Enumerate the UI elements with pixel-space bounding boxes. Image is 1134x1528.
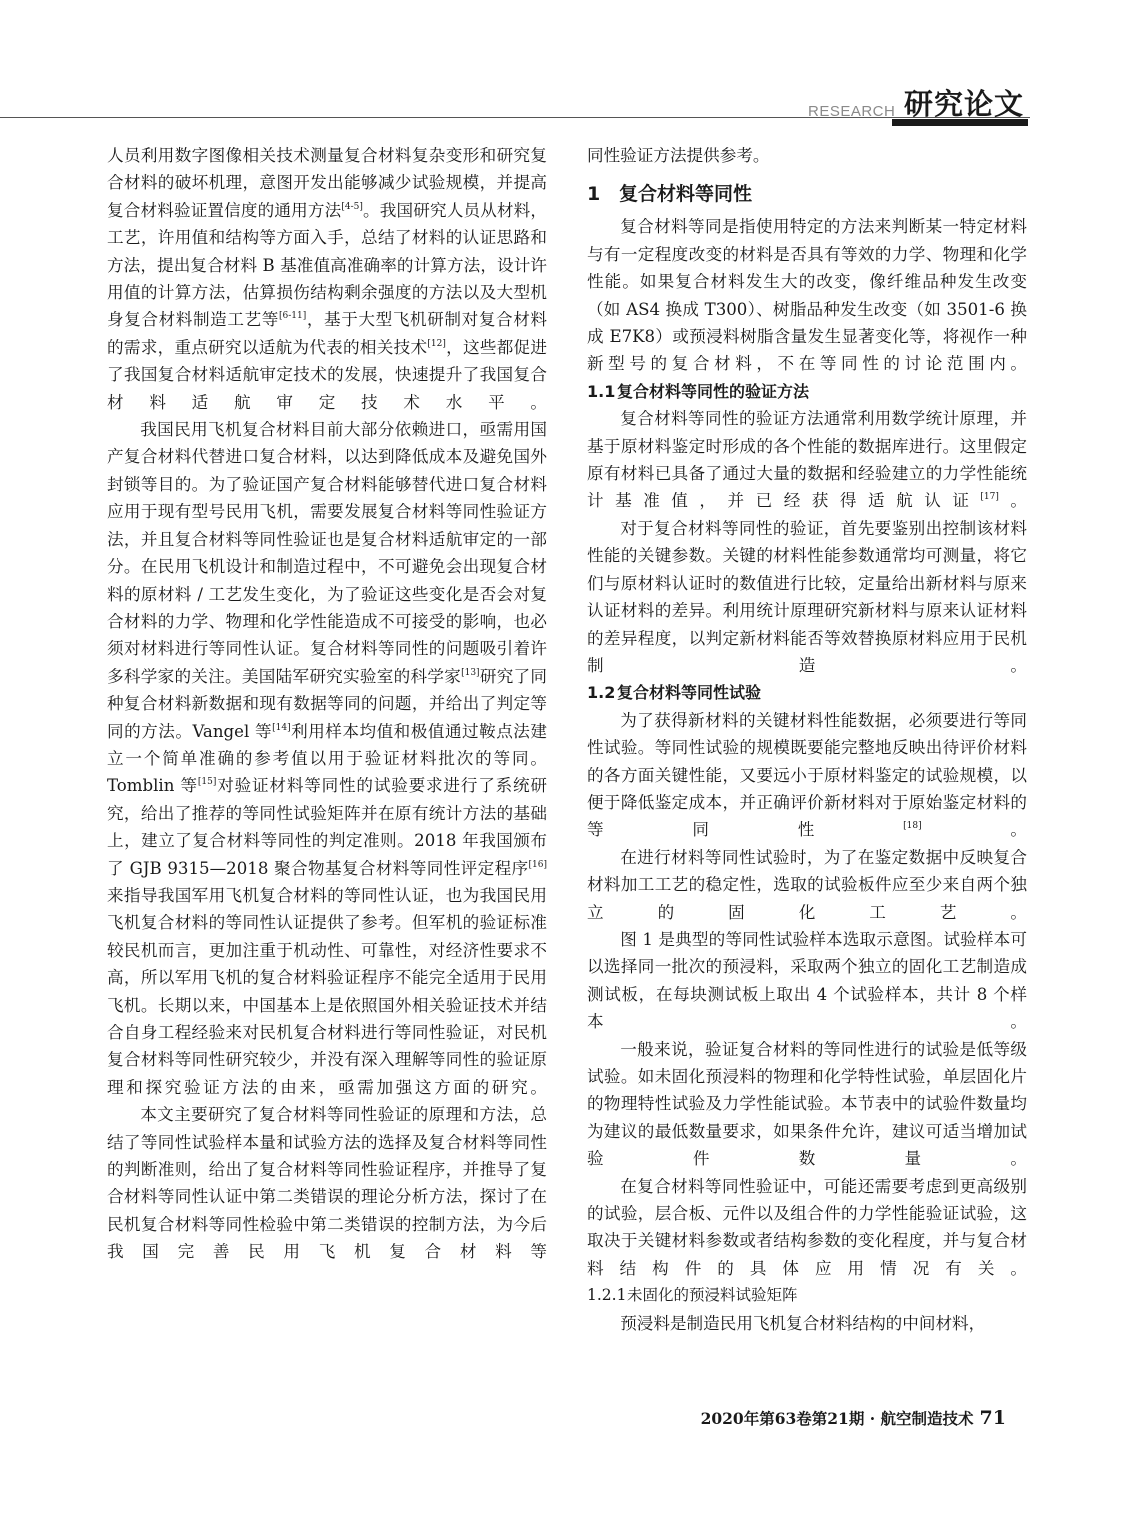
paragraph-section-1-2-d: 一般来说，验证复合材料的等同性进行的试验是低等级试验。如未固化预浸料的物理和化学特性试验，单层固化片的物理特性试验及力学性能试验。本节表中的试验件数量均为建议的最低数量要求，如果条件允许，建议可适当增加试验件数量。 <box>587 1039 1027 1169</box>
page-footer <box>701 1407 1006 1429</box>
page-number: 71 <box>979 1407 1006 1429</box>
paragraph-section-1-2-e: 在复合材料等同性验证中，可能还需要考虑到更高级别的试验，层合板、元件以及组合件的力学性能验证试验，这取决于关键材料参数或者结构参数的变化程度，并与复合材料结构件的具体应用情况有关。 <box>587 1176 1027 1278</box>
paragraph-this-paper: 本文主要研究了复合材料等同性验证的原理和方法，总结了等同性试验样本量和试验方法的选择及复合材料等同性的判断准则，给出了复合材料等同性验证程序，并推导了复合材料等同性认证中第二类错误的理论分析方法，探讨了在民机复合材料等同性检验中第二类错误的控制方法，为今后我国完善民用飞机复合材料等 <box>107 1105 547 1262</box>
footer-citation: 2020年第63卷第21期 · 航空制造技术 <box>700 1409 974 1428</box>
section-heading-1-1: 1.1 复合材料等同性的验证方法 <box>587 381 810 401</box>
paragraph-intro-continued: 人员利用数字图像相关技术测量复合材料复杂变形和研究复合材料的破坏机理，意图开发出能够减少试验规模，并提高复合材料验证置信度的通用方法[4-5]。我国研究人员从材料，工艺，许用值和结构等方面入手，总结了材料的认证思路和方法，提出复合材料 B 基准值高准确率的计算方法，设计许用值的计算方法，估算损伤结构剩余强度的方法以及大型机身复合材料制造工艺等[6-11]，基于大型飞机研制对复合材料的需求，重点研究以适航为代表的相关技术[12]，这些都促进了我国复合材料适航审定技术的发展，快速提升了我国复合材料适航审定技术水平。 <box>107 146 548 412</box>
section-heading-1: 1 复合材料等同性 <box>587 183 753 206</box>
left-column <box>107 142 547 1266</box>
right-column <box>587 142 1027 1337</box>
header-section-cn: 研究论文 <box>904 87 1025 121</box>
paragraph-section-1-1-a: 复合材料等同性的验证方法通常利用数学统计原理，并基于原材料鉴定时形成的各个性能的数据库进行。这里假定原有材料已具备了通过大量的数据和经验建立的力学性能统计基准值，并已经获得适航认证[17]。 <box>587 409 1028 511</box>
paragraph-section-1-2-c: 图 1 是典型的等同性试验样本选取示意图。试验样本可以选择同一批次的预浸料，采取两个独立的固化工艺制造成测试板，在每块测试板上取出 4 个试验样本，共计 8 个样本。 <box>587 929 1027 1032</box>
paragraph-section-1-2-1: 预浸料是制造民用飞机复合材料结构的中间材料， <box>620 1313 986 1333</box>
paragraph-section-1-1-b: 对于复合材料等同性的验证，首先要鉴别出控制该材料性能的关键参数。关键的材料性能参数通常均可测量，将它们与原材料认证时的数值进行比较，定量给出新材料与原来认证材料的差异。利用统计原理研究新材料与原来认证材料的差异程度，以判定新材料能否等效替换原材料应用于民机制造。 <box>587 518 1027 675</box>
header-section-en: RESEARCH <box>808 103 896 120</box>
paragraph-section-1-2-a: 为了获得新材料的关键材料性能数据，必须要进行等同性试验。等同性试验的规模既要能完整地反映出待评价材料的各方面关键性能，又要远小于原材料鉴定的试验规模，以便于降低鉴定成本，并正确评价新材料对于原始鉴定材料的等同性[18]。 <box>587 710 1028 840</box>
paragraph-domestic-status: 我国民用飞机复合材料目前大部分依赖进口，亟需用国产复合材料代替进口复合材料，以达到降低成本及避免国外封锁等目的。为了验证国产复合材料能够替代进口复合材料应用于现有型号民用飞机，需要发展复合材料等同性验证方法，并且复合材料等同性验证也是复合材料适航审定的一部分。在民用飞机设计和制造过程中，不可避免会出现复合材料的原材料 / 工艺发生变化，为了验证这些变化是否会对复合材料的力学、物理和化学性能造成不可接受的影响，也必须对材料进行等同性认证。复合材料等同性的问题吸引着许多科学家的关注。美国陆军研究实验室的科学家[13]研究了同种复合材料新数据和现有数据等同的问题，并给出了判定等同的方法。Vangel 等[14]利用样本均值和极值通过鞍点法建立一个简单准确的参考值以用于验证材料批次的等同。Tomblin 等[15]对验证材料等同性的试验要求进行了系统研究，给出了推荐的等同性试验矩阵并在原有统计方法的基础上，建立了复合材料等同性的判定准则。2018 年我国颁布了 GJB 9315—2018 聚合物基复合材料等同性评定程序[16]来指导我国军用飞机复合材料的等同性认证，也为我国民用飞机复合材料的等同性认证提供了参考。但军机的验证标准较民机而言，更加注重于机动性、可靠性，对经济性要求不高，所以军用飞机的复合材料验证程序不能完全适用于民用飞机。长期以来，中国基本上是依照国外相关验证技术并结合自身工程经验来对民机复合材料进行等同性验证，对民机复合材料等同性研究较少，并没有深入理解等同性的验证原理和探究验证方法的由来，亟需加强这方面的研究。 <box>107 420 548 1097</box>
section-heading-1-2: 1.2 复合材料等同性试验 <box>587 683 762 703</box>
paragraph-section-1: 复合材料等同是指使用特定的方法来判断某一特定材料与有一定程度改变的材料是否具有等效的力学、物理和化学性能。如果复合材料发生大的改变，像纤维品种发生改变（如 AS4 换成 T300）、树脂品种发生改变（如 3501-6 换成 E7K8）或预浸料树脂含量发生显著变化等，将视作一种新型号的复合材料，不在等同性的讨论范围内。 <box>587 217 1027 374</box>
section-heading-1-2-1: 1.2.1未固化的预浸料试验矩阵 <box>587 1286 798 1305</box>
paragraph-intro-end: 同性验证方法提供参考。 <box>587 146 770 165</box>
paragraph-section-1-2-b: 在进行材料等同性试验时，为了在鉴定数据中反映复合材料加工工艺的稳定性，选取的试验板件应至少来自两个独立的固化工艺。 <box>587 847 1027 922</box>
